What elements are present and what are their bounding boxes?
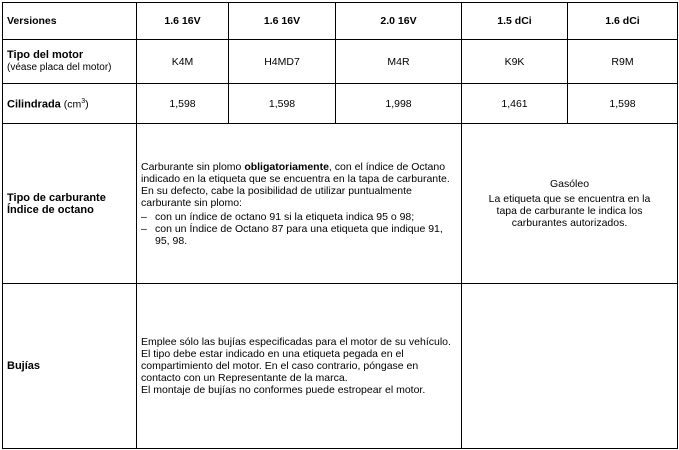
fuel-row bbox=[3, 124, 678, 284]
displacement-unit-prefix: (cm bbox=[60, 98, 82, 111]
plugs-title: Bujías bbox=[7, 360, 41, 372]
displacement-unit-sup: 3 bbox=[81, 98, 86, 106]
version-header: 1.6 dCi bbox=[568, 3, 678, 40]
versions-label: Versiones bbox=[3, 3, 137, 40]
petrol-paragraph-2: En su defecto, cabe la posibilidad de utilizar puntualmente carburante sin plomo: bbox=[141, 184, 412, 209]
engine-type-value: H4MD7 bbox=[229, 40, 336, 84]
list-item: – con un índice de octano 91 si la etiqueta indica 95 o 98; bbox=[141, 211, 457, 223]
plugs-label bbox=[3, 284, 137, 449]
diesel-text: La etiqueta que se encuentra en la tapa de carburante le indica los carburantes autorizados. bbox=[488, 193, 651, 229]
engine-type-row bbox=[3, 40, 678, 84]
fuel-type-title: Tipo de carburante bbox=[7, 191, 106, 204]
plugs-line-2: El tipo debe estar indicado en una etiqueta pegada en el compartimiento del motor. En el caso contrario, póngase en contacto con un Representante de la marca. bbox=[141, 348, 419, 384]
plugs-row bbox=[3, 284, 678, 449]
engine-type-title: Tipo del motor bbox=[7, 49, 84, 61]
diesel-title: Gasóleo bbox=[549, 178, 590, 190]
displacement-label bbox=[3, 84, 137, 124]
plugs-empty-cell bbox=[462, 284, 678, 449]
displacement-row bbox=[3, 84, 678, 124]
displacement-value: 1,598 bbox=[137, 84, 229, 124]
displacement-value: 1,461 bbox=[462, 84, 568, 124]
version-header: 1.5 dCi bbox=[462, 3, 568, 40]
fuel-label bbox=[3, 124, 137, 284]
mandatory-emphasis: obligatoriamente bbox=[244, 160, 329, 173]
displacement-title: Cilindrada bbox=[7, 98, 61, 111]
version-header: 1.6 16V bbox=[229, 3, 336, 40]
diesel-fuel-cell bbox=[462, 124, 678, 284]
engine-type-label bbox=[3, 40, 137, 84]
plugs-text-cell bbox=[137, 284, 462, 449]
plugs-line-3: El montaje de bujías no conformes puede estropear el motor. bbox=[141, 384, 426, 396]
displacement-value: 1,598 bbox=[229, 84, 336, 124]
petrol-octane-list bbox=[141, 211, 457, 247]
engine-type-value: R9M bbox=[568, 40, 678, 84]
displacement-value: 1,598 bbox=[568, 84, 678, 124]
petrol-paragraph-1: Carburante sin plomo obligatoriamente, con el índice de Octano indicado en la etiqueta que se encuentra en la tapa de carburante. bbox=[141, 160, 450, 185]
petrol-fuel-cell bbox=[137, 124, 462, 284]
engine-spec-table bbox=[2, 2, 678, 449]
engine-type-sublabel: (véase placa del motor) bbox=[7, 62, 112, 73]
displacement-value: 1,998 bbox=[336, 84, 462, 124]
version-header: 2.0 16V bbox=[336, 3, 462, 40]
octane-title: Índice de octano bbox=[7, 203, 94, 216]
engine-type-value: K4M bbox=[137, 40, 229, 84]
plugs-line-1: Emplee sólo las bujías especificadas para el motor de su vehículo. bbox=[141, 336, 451, 348]
engine-type-value: K9K bbox=[462, 40, 568, 84]
displacement-unit-suffix: ) bbox=[85, 98, 89, 111]
versions-row bbox=[3, 3, 678, 40]
engine-type-value: M4R bbox=[336, 40, 462, 84]
list-item: – con un Índice de Octano 87 para una etiqueta que indique 91, 95, 98. bbox=[141, 223, 457, 247]
version-header: 1.6 16V bbox=[137, 3, 229, 40]
